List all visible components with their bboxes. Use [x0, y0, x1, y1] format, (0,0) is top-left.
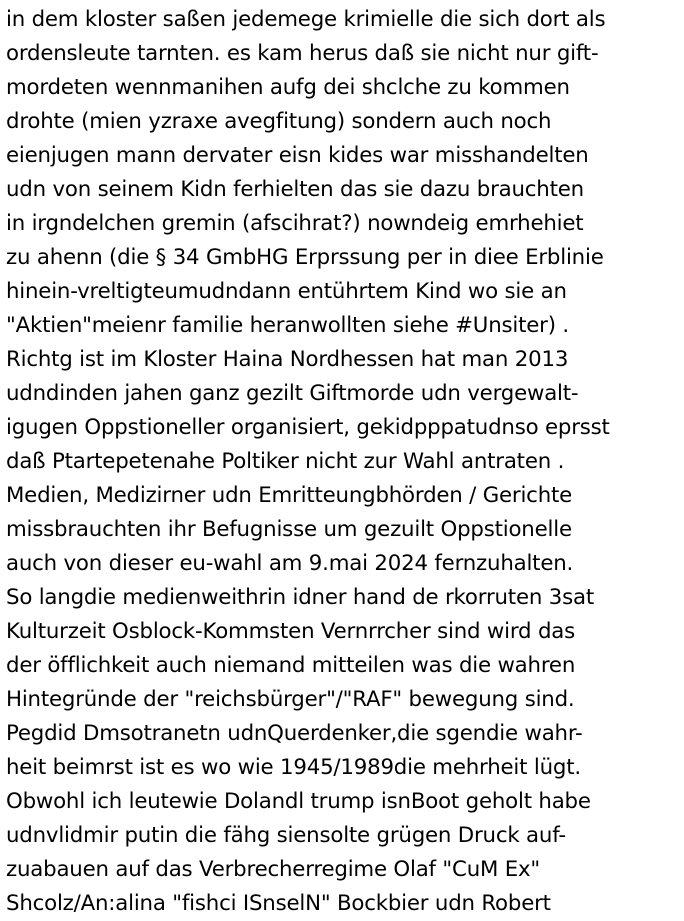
text-line: missbrauchten ihr Befugnisse um gezuilt Oppstionelle [6, 517, 572, 542]
text-line: "Aktien"meienr familie heranwollten siehe #Unsiter) . [6, 313, 569, 338]
text-line: auch von dieser eu-wahl am 9.mai 2024 fernzuhalten. [6, 551, 574, 576]
text-line: Shcolz/An:alina "fishci ISnselN" Bockbier udn Robert [6, 891, 551, 916]
text-line: Kulturzeit Osblock-Kommsten Vernrrcher sind wird das [6, 619, 576, 644]
text-line: udn von seinem Kidn ferhielten das sie dazu brauchten [6, 177, 584, 202]
text-line: Medien, Medizirner udn Emritteungbhörden / Gerichte [6, 483, 573, 508]
text-line: Richtg ist im Kloster Haina Nordhessen hat man 2013 [6, 347, 569, 372]
text-line: Hintegründe der "reichsbürger"/"RAF" bewegung sind. [6, 687, 575, 712]
body-text [6, 3, 684, 921]
text-line: drohte (mien yzraxe avegfitung) sondern auch noch [6, 109, 552, 134]
text-line: udnvlidmir putin die fähg siensolte grügen Druck auf- [6, 823, 566, 848]
text-line: So langdie medienweithrin idner hand de rkorruten 3sat [6, 585, 594, 610]
text-line: Obwohl ich leutewie Dolandl trump isnBoot geholt habe [6, 789, 591, 814]
text-line: eienjugen mann dervater eisn kides war misshandelten [6, 143, 589, 168]
text-line: heit beimrst ist es wo wie 1945/1989die mehrheit lügt. [6, 755, 581, 780]
text-line: in dem kloster saßen jedemege krimielle die sich dort als [6, 7, 606, 32]
text-line: udndinden jahen ganz gezilt Giftmorde udn vergewalt- [6, 381, 579, 406]
text-line: ordensleute tarnten. es kam herus daß sie nicht nur gift- [6, 41, 599, 66]
text-line: zu ahenn (die § 34 GmbHG Erprssung per in diee Erblinie [6, 245, 604, 270]
text-line: hinein-vreltigteumudndann entührtem Kind wo sie an [6, 279, 567, 304]
text-line: zuabauen auf das Verbrecherregime Olaf "CuM Ex" [6, 857, 540, 882]
text-line: Pegdid Dmsotranetn udnQuerdenker,die sgendie wahr- [6, 721, 583, 746]
text-line: mordeten wennmanihen aufg dei shclche zu kommen [6, 75, 570, 100]
text-line: in irgndelchen gremin (afscihrat?) nowndeig emrhehiet [6, 211, 584, 236]
text-line: daß Ptartepetenahe Poltiker nicht zur Wahl antraten . [6, 449, 565, 474]
text-line: der öfflichkeit auch niemand mitteilen was die wahren [6, 653, 576, 678]
text-line: igugen Oppstioneller organisiert, gekidpppatudnso eprsst [6, 415, 610, 440]
